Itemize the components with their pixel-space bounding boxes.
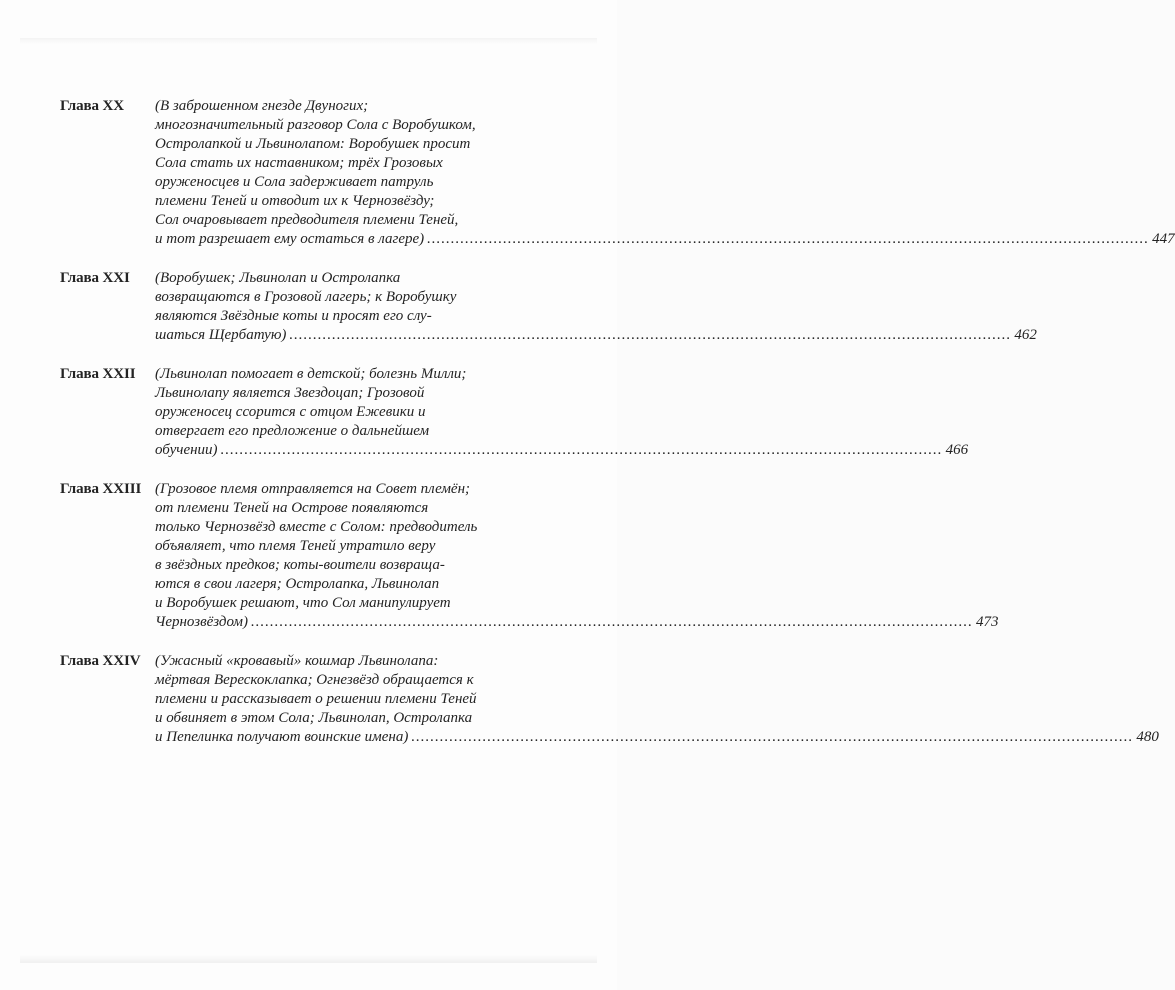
summary-line: (Грозовое племя отправляется на Совет племён;	[155, 481, 471, 497]
summary-line: оруженосец ссорится с отцом Ежевики и	[155, 404, 426, 420]
chapter-label: Глава XXIII	[60, 481, 142, 497]
chapter-label: Глава XXIV	[60, 653, 141, 669]
chapter-summary	[155, 97, 1175, 249]
summary-line-last: шаться Щербатую) ..... 462	[155, 326, 1037, 345]
summary-line: (В заброшенном гнезде Двуногих;	[155, 98, 369, 114]
summary-line: и Воробушек решают, что Сол манипулирует	[155, 595, 451, 611]
summary-line: мёртвая Верескоклапка; Огнезвёзд обращается к	[155, 672, 474, 688]
summary-line: в звёздных предков; коты-воители возвраща-	[155, 557, 445, 573]
summary-line: объявляет, что племя Теней утратило веру	[155, 538, 436, 554]
toc-entry-21	[60, 269, 1037, 345]
dot-leader	[251, 613, 973, 632]
chapter-summary	[155, 480, 999, 632]
summary-line: многозначительный разговор Сола с Воробушком,	[155, 117, 476, 133]
page-number: 480	[1136, 729, 1159, 745]
summary-line: Львинолапу является Звездоцап; Грозовой	[155, 385, 425, 401]
summary-line: племени и рассказывает о решении племени Теней	[155, 691, 477, 707]
toc-entry-23	[60, 480, 999, 632]
scan-edge-top	[20, 38, 597, 44]
summary-line: Сол очаровывает предводителя племени Теней,	[155, 212, 459, 228]
summary-line-last: и тот разрешает ему остаться в лагере) ..... 447	[155, 230, 1175, 249]
page-number: 447	[1152, 231, 1175, 247]
toc-entry-22	[60, 365, 969, 460]
summary-line: племени Теней и отводит их к Чернозвёзду;	[155, 193, 435, 209]
summary-line: возвращаются в Грозовой лагерь; к Воробушку	[155, 289, 457, 305]
chapter-summary	[155, 652, 1159, 747]
chapter-label: Глава XX	[60, 98, 124, 114]
dot-leader	[427, 230, 1149, 249]
summary-line: Сола стать их наставником; трёх Грозовых	[155, 155, 443, 171]
dot-leader	[411, 728, 1133, 747]
toc-entry-20	[60, 97, 1175, 249]
toc-entry-24	[60, 652, 1159, 747]
chapter-summary	[155, 269, 1037, 345]
page-number: 473	[976, 614, 999, 630]
summary-line: отвергает его предложение о дальнейшем	[155, 423, 430, 439]
scan-edge-bottom	[20, 955, 597, 963]
dot-leader	[221, 441, 943, 460]
chapter-label: Глава XXII	[60, 366, 136, 382]
page-number: 466	[945, 442, 969, 458]
summary-line-last: Чернозвёздом) ..... 473	[155, 613, 999, 632]
summary-line: оруженосцев и Сола задерживает патруль	[155, 174, 434, 190]
summary-line: от племени Теней на Острове появляются	[155, 500, 429, 516]
chapter-summary	[155, 365, 968, 460]
summary-line: только Чернозвёзд вместе с Солом: предводитель	[155, 519, 478, 535]
chapter-label: Глава XXI	[60, 270, 130, 286]
summary-line: и обвиняет в этом Сола; Львинолап, Остролапка	[155, 710, 473, 726]
summary-line: Остролапкой и Львинолапом: Воробушек просит	[155, 136, 471, 152]
table-of-contents	[60, 97, 1175, 747]
page-number: 462	[1014, 327, 1037, 343]
summary-line: (Львинолап помогает в детской; болезнь Милли;	[155, 366, 467, 382]
summary-line: (Ужасный «кровавый» кошмар Львинолапа:	[155, 653, 439, 669]
summary-line: являются Звёздные коты и просят его слу-	[155, 308, 432, 324]
summary-line-last: и Пепелинка получают воинские имена) ..... 480	[155, 728, 1159, 747]
summary-line: ются в свои лагеря; Остролапка, Львинолап	[155, 576, 440, 592]
summary-line-last: обучении) ..... 466	[155, 441, 968, 460]
summary-line: (Воробушек; Львинолап и Остролапка	[155, 270, 401, 286]
dot-leader	[289, 326, 1011, 345]
